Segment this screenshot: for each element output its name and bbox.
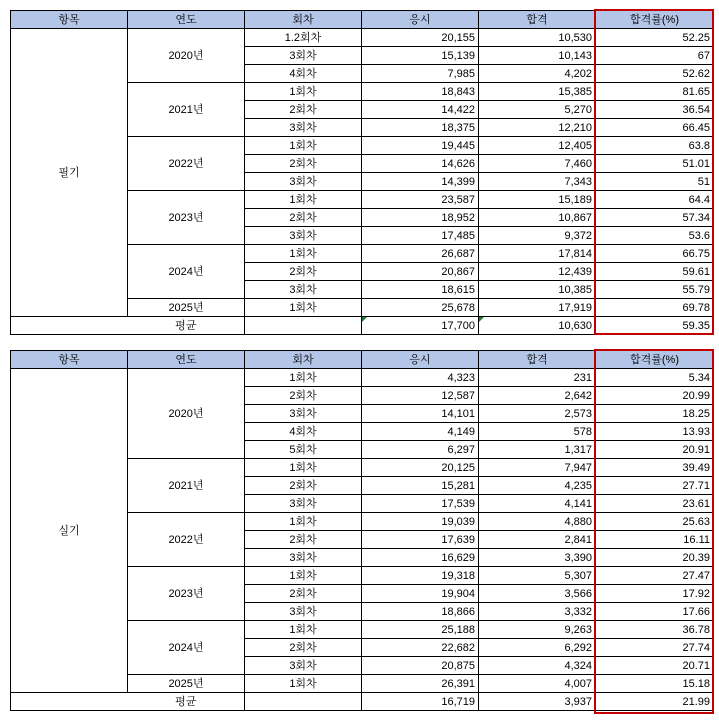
applicants-cell[interactable]: 14,101 (362, 405, 479, 423)
pass-rate-cell[interactable]: 63.8 (596, 137, 714, 155)
applicants-cell[interactable]: 17,485 (362, 227, 479, 245)
header-year[interactable]: 연도 (128, 11, 245, 29)
passed-cell[interactable]: 4,202 (479, 65, 596, 83)
average-blank-cell[interactable] (245, 693, 362, 711)
round-cell[interactable]: 1회차 (245, 459, 362, 477)
pass-rate-cell[interactable]: 16.11 (596, 531, 714, 549)
applicants-cell[interactable]: 22,682 (362, 639, 479, 657)
applicants-cell[interactable]: 20,155 (362, 29, 479, 47)
average-row (11, 693, 714, 711)
applicants-cell[interactable]: 19,904 (362, 585, 479, 603)
round-cell[interactable]: 1회차 (245, 299, 362, 317)
header-category[interactable]: 항목 (11, 351, 128, 369)
pass-rate-cell[interactable]: 23.61 (596, 495, 714, 513)
applicants-cell[interactable]: 18,866 (362, 603, 479, 621)
applicants-cell[interactable]: 4,149 (362, 423, 479, 441)
round-cell[interactable]: 1.2회차 (245, 29, 362, 47)
passed-cell[interactable]: 4,235 (479, 477, 596, 495)
round-cell[interactable]: 2회차 (245, 209, 362, 227)
applicants-cell[interactable]: 17,639 (362, 531, 479, 549)
round-cell[interactable]: 2회차 (245, 477, 362, 495)
average-label[interactable]: 평균 (128, 317, 245, 335)
pass-rate-cell[interactable]: 27.74 (596, 639, 714, 657)
round-cell[interactable]: 3회차 (245, 657, 362, 675)
passed-cell[interactable]: 4,141 (479, 495, 596, 513)
applicants-cell[interactable]: 15,139 (362, 47, 479, 65)
round-cell[interactable]: 2회차 (245, 387, 362, 405)
year-cell[interactable]: 2023년 (128, 567, 245, 621)
pass-rate-cell[interactable]: 39.49 (596, 459, 714, 477)
passed-cell[interactable]: 10,385 (479, 281, 596, 299)
applicants-cell[interactable]: 26,391 (362, 675, 479, 693)
passed-cell[interactable]: 3,566 (479, 585, 596, 603)
round-cell[interactable]: 1회차 (245, 369, 362, 387)
round-cell[interactable]: 3회차 (245, 281, 362, 299)
applicants-cell[interactable]: 18,375 (362, 119, 479, 137)
round-cell[interactable]: 2회차 (245, 101, 362, 119)
header-pass-rate[interactable]: 합격률(%) (596, 11, 714, 29)
round-cell[interactable]: 3회차 (245, 495, 362, 513)
applicants-cell[interactable]: 26,687 (362, 245, 479, 263)
round-cell[interactable]: 2회차 (245, 639, 362, 657)
round-cell[interactable]: 5회차 (245, 441, 362, 459)
passed-cell[interactable]: 17,814 (479, 245, 596, 263)
average-passed-cell[interactable]: 10,630 (479, 317, 596, 335)
applicants-cell[interactable]: 12,587 (362, 387, 479, 405)
pass-rate-cell[interactable]: 66.75 (596, 245, 714, 263)
passed-cell[interactable]: 7,460 (479, 155, 596, 173)
applicants-cell[interactable]: 17,539 (362, 495, 479, 513)
round-cell[interactable]: 1회차 (245, 245, 362, 263)
round-cell[interactable]: 1회차 (245, 621, 362, 639)
passed-cell[interactable]: 4,324 (479, 657, 596, 675)
error-indicator-icon (479, 317, 484, 322)
pass-rate-cell[interactable]: 36.54 (596, 101, 714, 119)
pass-rate-cell[interactable]: 20.91 (596, 441, 714, 459)
passed-cell[interactable]: 1,317 (479, 441, 596, 459)
passed-cell[interactable]: 578 (479, 423, 596, 441)
pass-rate-cell[interactable]: 66.45 (596, 119, 714, 137)
passed-cell[interactable]: 10,867 (479, 209, 596, 227)
round-cell[interactable]: 3회차 (245, 173, 362, 191)
round-cell[interactable]: 1회차 (245, 83, 362, 101)
applicants-cell[interactable]: 14,626 (362, 155, 479, 173)
practical-exam-table (10, 350, 714, 711)
applicants-cell[interactable]: 15,281 (362, 477, 479, 495)
applicants-cell[interactable]: 18,843 (362, 83, 479, 101)
average-row (11, 317, 714, 335)
round-cell[interactable]: 1회차 (245, 567, 362, 585)
pass-rate-cell[interactable]: 52.62 (596, 65, 714, 83)
applicants-cell[interactable]: 19,039 (362, 513, 479, 531)
pass-rate-cell[interactable]: 15.18 (596, 675, 714, 693)
header-pass-rate[interactable]: 합격률(%) (596, 351, 714, 369)
applicants-cell[interactable]: 7,985 (362, 65, 479, 83)
round-cell[interactable]: 4회차 (245, 65, 362, 83)
applicants-cell[interactable]: 14,399 (362, 173, 479, 191)
applicants-cell[interactable]: 16,629 (362, 549, 479, 567)
passed-cell[interactable]: 4,880 (479, 513, 596, 531)
applicants-cell[interactable]: 19,445 (362, 137, 479, 155)
header-applicants[interactable]: 응시 (362, 11, 479, 29)
applicants-cell[interactable]: 23,587 (362, 191, 479, 209)
pass-rate-cell[interactable]: 27.71 (596, 477, 714, 495)
year-cell[interactable]: 2021년 (128, 83, 245, 137)
pass-rate-cell[interactable]: 64.4 (596, 191, 714, 209)
pass-rate-cell[interactable]: 69.78 (596, 299, 714, 317)
table-row (11, 369, 714, 387)
pass-rate-cell[interactable]: 17.66 (596, 603, 714, 621)
applicants-cell[interactable]: 18,952 (362, 209, 479, 227)
pass-rate-cell[interactable]: 53.6 (596, 227, 714, 245)
year-cell[interactable]: 2020년 (128, 369, 245, 459)
pass-rate-cell[interactable]: 17.92 (596, 585, 714, 603)
round-cell[interactable]: 1회차 (245, 191, 362, 209)
pass-rate-cell[interactable]: 67 (596, 47, 714, 65)
applicants-cell[interactable]: 20,867 (362, 263, 479, 281)
passed-cell[interactable]: 17,919 (479, 299, 596, 317)
passed-cell[interactable]: 4,007 (479, 675, 596, 693)
pass-rate-cell[interactable]: 20.99 (596, 387, 714, 405)
pass-rate-cell[interactable]: 36.78 (596, 621, 714, 639)
passed-cell[interactable]: 15,189 (479, 191, 596, 209)
year-cell[interactable]: 2025년 (128, 675, 245, 693)
header-year[interactable]: 연도 (128, 351, 245, 369)
round-cell[interactable]: 3회차 (245, 227, 362, 245)
round-cell[interactable]: 2회차 (245, 531, 362, 549)
year-cell[interactable]: 2021년 (128, 459, 245, 513)
year-cell[interactable]: 2022년 (128, 513, 245, 567)
passed-cell[interactable]: 7,947 (479, 459, 596, 477)
pass-rate-cell[interactable]: 51 (596, 173, 714, 191)
passed-cell[interactable]: 6,292 (479, 639, 596, 657)
pass-rate-cell[interactable]: 51.01 (596, 155, 714, 173)
round-cell[interactable]: 3회차 (245, 119, 362, 137)
year-cell[interactable]: 2020년 (128, 29, 245, 83)
passed-cell[interactable]: 15,385 (479, 83, 596, 101)
pass-rate-cell[interactable]: 55.79 (596, 281, 714, 299)
table-row (11, 29, 714, 47)
round-cell[interactable]: 2회차 (245, 263, 362, 281)
header-category[interactable]: 항목 (11, 11, 128, 29)
header-row (11, 351, 714, 369)
pass-rate-cell[interactable]: 27.47 (596, 567, 714, 585)
header-round[interactable]: 회차 (245, 11, 362, 29)
applicants-cell[interactable]: 4,323 (362, 369, 479, 387)
average-label[interactable]: 평균 (128, 693, 245, 711)
passed-cell[interactable]: 12,405 (479, 137, 596, 155)
passed-cell[interactable]: 2,573 (479, 405, 596, 423)
round-cell[interactable]: 3회차 (245, 549, 362, 567)
passed-cell[interactable]: 2,841 (479, 531, 596, 549)
year-cell[interactable]: 2023년 (128, 191, 245, 245)
average-applicants-cell[interactable]: 16,719 (362, 693, 479, 711)
applicants-cell[interactable]: 20,125 (362, 459, 479, 477)
category-cell[interactable]: 필기 (11, 29, 128, 317)
year-cell[interactable]: 2025년 (128, 299, 245, 317)
header-applicants[interactable]: 응시 (362, 351, 479, 369)
passed-cell[interactable]: 3,332 (479, 603, 596, 621)
pass-rate-cell[interactable]: 20.71 (596, 657, 714, 675)
pass-rate-cell[interactable]: 57.34 (596, 209, 714, 227)
round-cell[interactable]: 2회차 (245, 155, 362, 173)
applicants-cell[interactable]: 14,422 (362, 101, 479, 119)
average-blank-cell[interactable] (245, 317, 362, 335)
passed-cell[interactable]: 5,270 (479, 101, 596, 119)
round-cell[interactable]: 3회차 (245, 603, 362, 621)
round-cell[interactable]: 2회차 (245, 585, 362, 603)
header-passed[interactable]: 합격 (479, 351, 596, 369)
header-passed[interactable]: 합격 (479, 11, 596, 29)
round-cell[interactable]: 1회차 (245, 513, 362, 531)
passed-cell[interactable]: 9,372 (479, 227, 596, 245)
applicants-cell[interactable]: 6,297 (362, 441, 479, 459)
pass-rate-cell[interactable]: 5.34 (596, 369, 714, 387)
round-cell[interactable]: 3회차 (245, 47, 362, 65)
applicants-cell[interactable]: 25,188 (362, 621, 479, 639)
average-blank-cell[interactable] (11, 317, 128, 335)
average-passed-cell[interactable]: 3,937 (479, 693, 596, 711)
passed-cell[interactable]: 5,307 (479, 567, 596, 585)
pass-rate-cell[interactable]: 59.61 (596, 263, 714, 281)
average-blank-cell[interactable] (11, 693, 128, 711)
passed-cell[interactable]: 7,343 (479, 173, 596, 191)
round-cell[interactable]: 3회차 (245, 405, 362, 423)
passed-cell[interactable]: 3,390 (479, 549, 596, 567)
round-cell[interactable]: 1회차 (245, 137, 362, 155)
pass-rate-cell[interactable]: 18.25 (596, 405, 714, 423)
category-cell[interactable]: 실기 (11, 369, 128, 693)
year-cell[interactable]: 2024년 (128, 621, 245, 675)
pass-rate-cell[interactable]: 81.65 (596, 83, 714, 101)
pass-rate-cell[interactable]: 20.39 (596, 549, 714, 567)
error-indicator-icon (362, 317, 367, 322)
applicants-cell[interactable]: 18,615 (362, 281, 479, 299)
passed-cell[interactable]: 231 (479, 369, 596, 387)
pass-rate-cell[interactable]: 52.25 (596, 29, 714, 47)
passed-cell[interactable]: 2,642 (479, 387, 596, 405)
passed-cell[interactable]: 12,439 (479, 263, 596, 281)
passed-cell[interactable]: 12,210 (479, 119, 596, 137)
applicants-cell[interactable]: 20,875 (362, 657, 479, 675)
average-pass-rate-cell[interactable]: 21.99 (596, 693, 714, 711)
passed-cell[interactable]: 10,143 (479, 47, 596, 65)
applicants-cell[interactable]: 25,678 (362, 299, 479, 317)
passed-cell[interactable]: 10,530 (479, 29, 596, 47)
round-cell[interactable]: 4회차 (245, 423, 362, 441)
applicants-cell[interactable]: 19,318 (362, 567, 479, 585)
pass-rate-cell[interactable]: 13.93 (596, 423, 714, 441)
year-cell[interactable]: 2022년 (128, 137, 245, 191)
pass-rate-cell[interactable]: 25.63 (596, 513, 714, 531)
average-pass-rate-cell[interactable]: 59.35 (596, 317, 714, 335)
round-cell[interactable]: 1회차 (245, 675, 362, 693)
year-cell[interactable]: 2024년 (128, 245, 245, 299)
header-round[interactable]: 회차 (245, 351, 362, 369)
average-applicants-cell[interactable]: 17,700 (362, 317, 479, 335)
written-exam-table (10, 10, 714, 335)
header-row (11, 11, 714, 29)
passed-cell[interactable]: 9,263 (479, 621, 596, 639)
